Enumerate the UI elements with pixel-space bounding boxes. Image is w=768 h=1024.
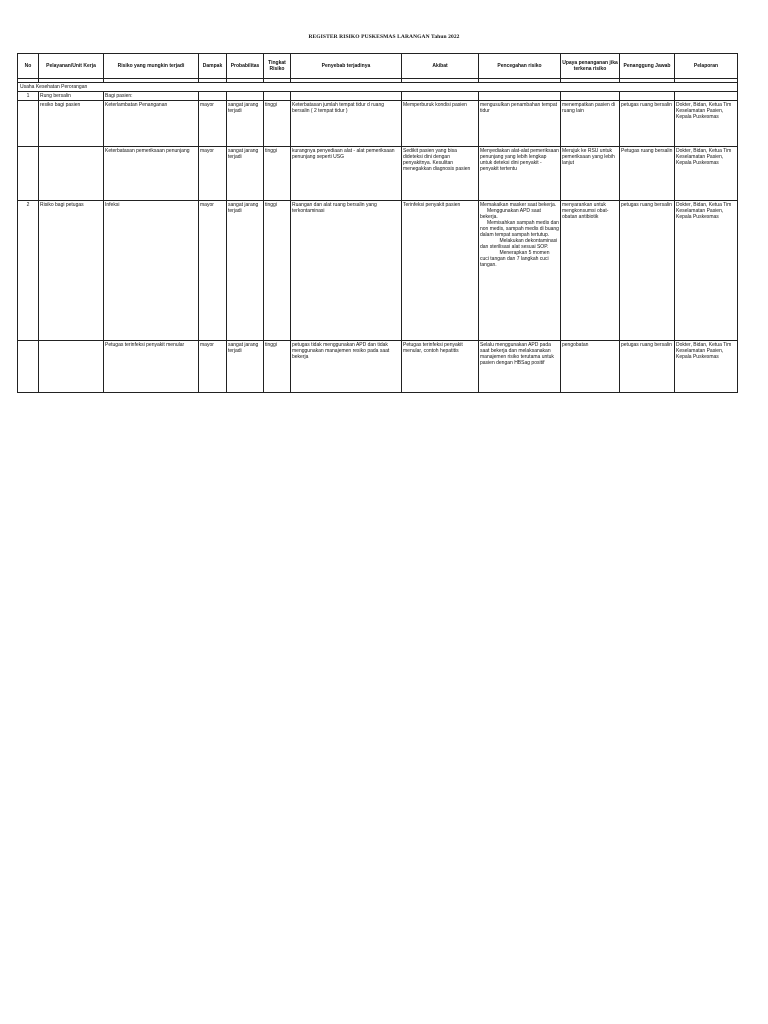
cell-unit: Risiko bagi petugas: [39, 201, 104, 341]
prevention-line: Memakaikan masker saat bekerja.: [480, 202, 557, 208]
prevention-line: Melakukan dekontaminasi dan sterilisasi alat sesuai SOP.: [480, 238, 559, 250]
cell-penanggung-jawab: petugas ruang bersalin: [620, 341, 675, 393]
section-label: Usaha Kesehatan Perorangan: [20, 84, 88, 90]
cell-akibat: Memperburuk kondisi pasien: [402, 101, 479, 147]
cell-upaya: Merujuk ke RSU untuk pemeriksaan yang lebih lanjut: [561, 147, 620, 201]
header-penyebab: Penyebab terjadinya: [291, 54, 402, 79]
section-row: [18, 83, 738, 92]
cell-unit: resiko bagi pasien: [39, 101, 104, 147]
risk-register-table: [17, 53, 738, 393]
header-risk: Risiko yang mungkin terjadi: [104, 54, 199, 79]
cell-probabilitas: sangat jarang terjadi: [227, 101, 264, 147]
cell-pencegahan: mengusulkan penambahan tempat tidur: [479, 101, 561, 147]
header-row: [18, 54, 738, 79]
cell-upaya: menyarankan untuk mengkonsumsi obat-obatan antibiotik: [561, 201, 620, 341]
cell-dampak: mayor: [199, 341, 227, 393]
unit-label: Rung bersalin: [40, 93, 71, 99]
risk-group-label: Bagi pasien:: [105, 93, 133, 99]
cell-dampak: mayor: [199, 147, 227, 201]
cell-tingkat: tinggi: [264, 147, 291, 201]
header-tingkat: Tingkat Risiko: [264, 54, 291, 79]
header-dampak: Dampak: [199, 54, 227, 79]
group-row: [18, 92, 738, 101]
cell-upaya: pengobatan: [561, 341, 620, 393]
cell-no: 2: [18, 201, 39, 341]
cell-no: [18, 101, 39, 147]
header-upaya: Upaya penanganan jika terkena risiko: [561, 54, 620, 79]
row-number: 1: [26, 93, 30, 99]
cell-risk: Petugas terinfeksi penyakit menular: [104, 341, 199, 393]
cell-penanggung-jawab: petugas ruang bersalin: [620, 101, 675, 147]
cell-tingkat: tinggi: [264, 101, 291, 147]
header-unit: Pelayanan/Unit Kerja: [39, 54, 104, 79]
cell-penanggung-jawab: petugas ruang bersalin: [620, 201, 675, 341]
header-no: No: [18, 54, 39, 79]
header-pencegahan: Pencegahan risiko: [479, 54, 561, 79]
prevention-line: Menggunakan APD saat bekerja.: [480, 208, 543, 220]
cell-penyebab: Ruangan dan alat ruang bersalin yang terkontaminasi: [291, 201, 402, 341]
cell-no: [18, 147, 39, 201]
cell-no: [18, 341, 39, 393]
cell-akibat: Sedikit pasien yang bisa dideteksi dini dengan penyakitnya. Kesulitan menegakkan diagnosis pasien: [402, 147, 479, 201]
cell-risk: Infeksi: [104, 201, 199, 341]
cell-dampak: mayor: [199, 201, 227, 341]
cell-penanggung-jawab: Petugas ruang bersalin: [620, 147, 675, 201]
cell-unit: [39, 92, 104, 101]
cell-unit: [39, 147, 104, 201]
header-penanggung-jawab: Penanggung Jawab: [620, 54, 675, 79]
cell-probabilitas: sangat jarang terjadi: [227, 341, 264, 393]
cell-pelaporan: Dokter, Bidan, Ketua Tim Keselamatan Pasien, Kepala Puskesmas: [675, 201, 738, 341]
cell-penyebab: petugas tidak menggunakan APD dan tidak menggunakan manajemen resiko pada saat bekerja: [291, 341, 402, 393]
cell-probabilitas: sangat jarang terjadi: [227, 147, 264, 201]
cell-unit: [39, 341, 104, 393]
cell-pencegahan: Menyediakan alat-alat pemeriksaan penunjang yang lebih lengkap untuk deteksi dini penyakit - penyakit tertentu: [479, 147, 561, 201]
table-row: [18, 147, 738, 201]
header-akibat: Akibat: [402, 54, 479, 79]
table-row: [18, 201, 738, 341]
cell-upaya: menempatkan pasien di ruang lain: [561, 101, 620, 147]
cell-tingkat: tinggi: [264, 201, 291, 341]
cell-pencegahan: [479, 201, 561, 341]
cell-risk: [104, 92, 199, 101]
prevention-line: Menerapkan 5 momen cuci tangan dan 7 langkah cuci tangan.: [480, 250, 551, 268]
cell-dampak: mayor: [199, 101, 227, 147]
cell-penyebab: Keterbatasan jumlah tempat tidur d ruang bersalin ( 2 tempat tidur ): [291, 101, 402, 147]
cell-akibat: Petugas terinfeksi penyakit menular, contoh hepatitis: [402, 341, 479, 393]
cell-no: [18, 92, 39, 101]
cell-pencegahan: Selalu menggunakan APD pada saat bekerja dan melaksanakan manajemen risiko terutama untuk pasien dengan HBSag positif: [479, 341, 561, 393]
cell-pelaporan: Dokter, Bidan, Ketua Tim Keselamatan Pasien, Kepala Puskesmas: [675, 341, 738, 393]
cell-pelaporan: Dokter, Bidan, Ketua Tim Keselamatan Pasien, Kepala Puskesmas: [675, 147, 738, 201]
header-probabilitas: Probabilitas: [227, 54, 264, 79]
prevention-line: Memisahkan sampah medis dan non medis, sampah medis di buang dalam tempat sampah tertutup.: [480, 220, 561, 238]
cell-tingkat: tinggi: [264, 341, 291, 393]
cell-probabilitas: sangat jarang terjadi: [227, 201, 264, 341]
cell-risk: Keterlambatan Penanganan: [104, 101, 199, 147]
cell-akibat: Terinfeksi penyakit pasien: [402, 201, 479, 341]
cell-penyebab: kurangnya penyediaan alat - alat pemeriksaan penunjang seperti USG: [291, 147, 402, 201]
header-pelaporan: Pelaporan: [675, 54, 738, 79]
cell-risk: Keterbatasan pemeriksaan penunjang: [104, 147, 199, 201]
document-title: REGISTER RISIKO PUSKESMAS LARANGAN Tahun 2022: [308, 34, 460, 40]
cell-pelaporan: Dokter, Bidan, Ketua Tim Keselamatan Pasien, Kepala Puskesmas: [675, 101, 738, 147]
table-row: [18, 341, 738, 393]
table-row: [18, 101, 738, 147]
